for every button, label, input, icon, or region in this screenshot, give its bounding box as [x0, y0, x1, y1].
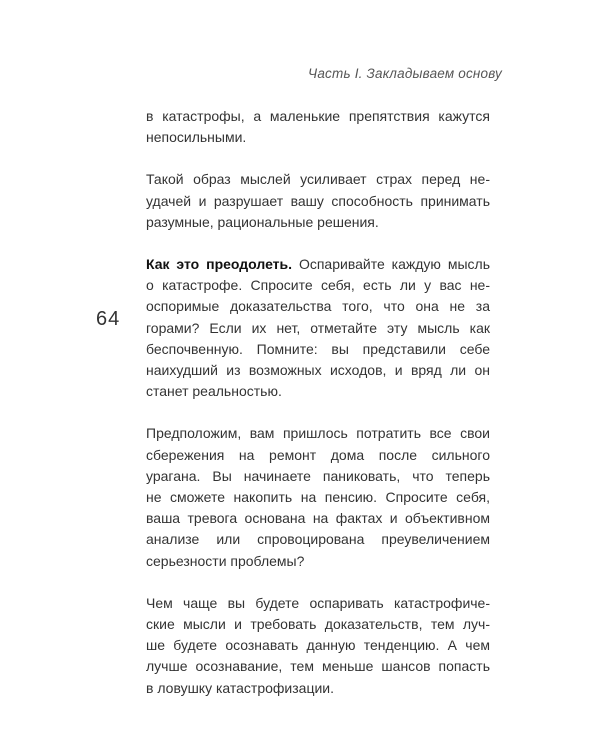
- text-line: анализе или спровоцирована преувеличением: [146, 531, 490, 548]
- text-line: о катастрофе. Спросите себя, есть ли у вас не-: [146, 277, 490, 294]
- paragraph-lead: Как это преодолеть.: [146, 256, 293, 273]
- paragraph-5: [146, 593, 490, 699]
- text-line: лучше осознавание, тем меньше шансов попасть: [146, 658, 490, 675]
- running-header: Часть I. Закладываем основу: [308, 66, 502, 81]
- text-line: Такой образ мыслей усиливает страх перед не-: [146, 171, 490, 188]
- text-line: в ловушку катастрофизации.: [146, 679, 335, 696]
- paragraph-2: [146, 169, 490, 233]
- text-line-rest: Оспаривайте каждую мысль: [298, 256, 490, 273]
- paragraph-1: [146, 106, 490, 148]
- text-line: Чем чаще вы будете оспаривать катастрофиче-: [146, 594, 490, 611]
- text-line: разумные, рациональные решения.: [146, 213, 379, 230]
- paragraph-3: [146, 254, 490, 402]
- paragraph-4: [146, 423, 490, 571]
- text-line: ваша тревога основана на фактах и объективном: [146, 510, 490, 527]
- text-line: в катастрофы, а маленькие препятствия кажутся: [146, 108, 490, 124]
- text-line: ские мысли и требовать доказательств, тем луч-: [146, 616, 490, 633]
- text-line: оспоримые доказательства того, что она не за: [146, 298, 490, 315]
- text-line: урагана. Вы начинаете паниковать, что теперь: [146, 467, 490, 484]
- page-number: 64: [96, 308, 121, 330]
- text-line: не сможете накопить на пенсию. Спросите себя,: [146, 489, 490, 506]
- text-line: непосильными.: [146, 129, 247, 146]
- text-line: удачей и разрушает вашу способность принимать: [146, 192, 490, 209]
- text-line: серьезности проблемы?: [146, 552, 305, 569]
- text-line: [146, 254, 490, 275]
- text-line: беспочвенную. Помните: вы представили себе: [146, 340, 490, 357]
- text-line: станет реальностью.: [146, 383, 282, 400]
- body-text: [146, 106, 490, 720]
- text-line: наихудший из возможных исходов, и вряд ли он: [146, 362, 490, 379]
- text-line: горами? Если их нет, отметайте эту мысль как: [146, 319, 490, 336]
- text-line: сбережения на ремонт дома после сильного: [146, 446, 490, 463]
- text-line: Предположим, вам пришлось потратить все свои: [146, 425, 490, 442]
- text-line: ше будете осознавать данную тенденцию. А чем: [146, 637, 490, 654]
